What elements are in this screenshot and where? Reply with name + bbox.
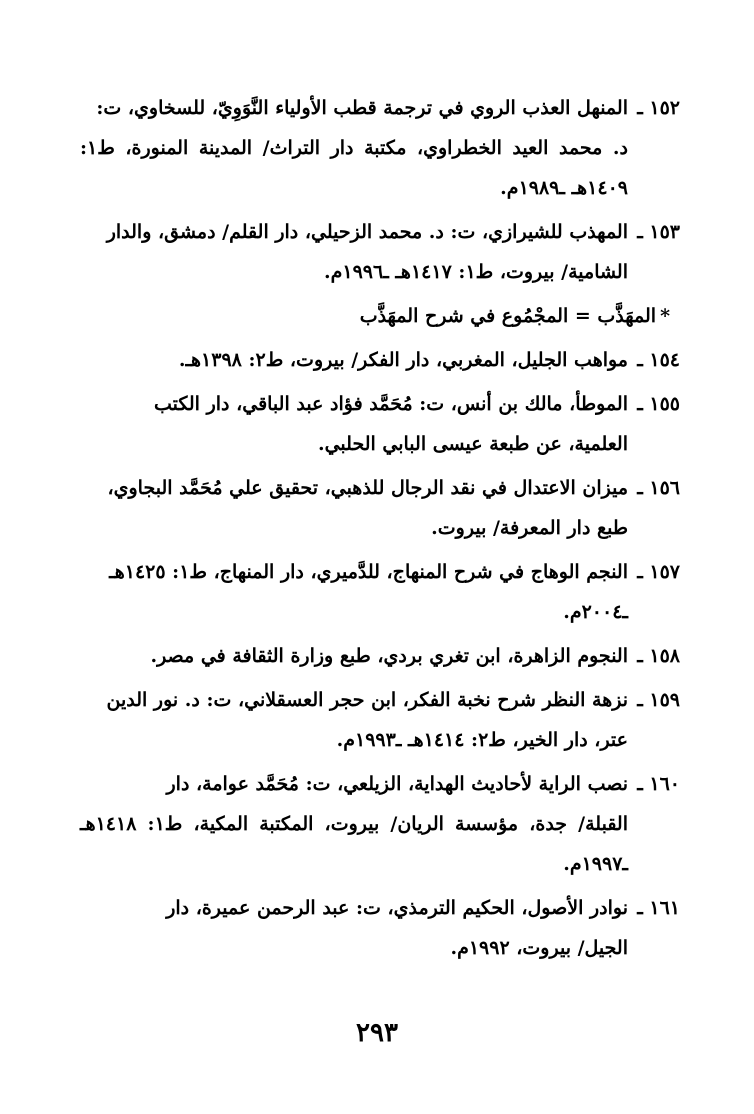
entry-text: الموطأ، مالك بن أنس، ت: مُحَمَّد فؤاد عبد الباقي، دار الكتب <box>154 393 628 415</box>
entry-first-line <box>80 384 670 424</box>
bibliography-entry-156 <box>80 468 680 548</box>
note-text: المهَذَّب = المجْمُوع في شرح المهَذَّب <box>359 305 657 327</box>
bibliography-entry-154 <box>80 340 680 380</box>
entry-text: نصب الراية لأحاديث الهداية، الزيلعي، ت: مُحَمَّد عوامة، دار <box>166 773 628 795</box>
bibliography-list <box>80 88 680 972</box>
bibliography-entry-152 <box>80 88 680 208</box>
entry-text: النجوم الزاهرة، ابن تغري بردي، طبع وزارة الثقافة في مصر. <box>150 645 628 667</box>
bibliography-entry-160 <box>80 764 680 884</box>
entry-number: ١٥٨ ـ <box>637 645 680 667</box>
entry-number: ١٥٣ ـ <box>637 221 680 243</box>
entry-text: النجم الوهاج في شرح المنهاج، للدَّميري، دار المنهاج، ط١: ١٤٢٥هـ <box>109 561 628 583</box>
bibliography-entry-161 <box>80 888 680 968</box>
entry-first-line <box>80 680 670 720</box>
entry-first-line <box>80 88 670 128</box>
page-number: ٢٩٣ <box>356 1018 398 1048</box>
entry-continuation: د. محمد العيد الخطراوي، مكتبة دار التراث/ المدينة المنورة، ط١: ١٤٠٩هـ ـ١٩٨٩م. <box>80 137 628 199</box>
entry-first-line <box>80 340 670 380</box>
entry-text: نزهة النظر شرح نخبة الفكر، ابن حجر العسقلاني، ت: د. نور الدين <box>106 689 628 711</box>
entry-continuation: العلمية، عن طبعة عيسى البابي الحلبي. <box>317 433 628 455</box>
entry-number: ١٦١ ـ <box>637 897 680 919</box>
entry-number: ١٥٦ ـ <box>637 477 680 499</box>
entry-number: ١٥٢ ـ <box>637 97 680 119</box>
entry-continuation: طبع دار المعرفة/ بيروت. <box>431 517 628 539</box>
entry-text: ميزان الاعتدال في نقد الرجال للذهبي، تحقيق علي مُحَمَّد البجاوي، <box>107 477 628 499</box>
entry-text: مواهب الجليل، المغربي، دار الفكر/ بيروت، ط٢: ١٣٩٨هـ. <box>178 349 628 371</box>
bibliography-entry-157 <box>80 552 680 632</box>
entry-continuation: الجيل/ بيروت، ١٩٩٢م. <box>450 937 628 959</box>
entry-continuation: الشامية/ بيروت، ط١: ١٤١٧هـ ـ١٩٩٦م. <box>323 261 628 283</box>
entry-text: المهذب للشيرازي، ت: د. محمد الزحيلي، دار القلم/ دمشق، والدار <box>106 221 628 243</box>
entry-first-line <box>80 636 670 676</box>
entry-text: نوادر الأصول، الحكيم الترمذي، ت: عبد الرحمن عميرة، دار <box>166 897 628 919</box>
entry-continuation: القبلة/ جدة، مؤسسة الريان/ بيروت، المكتبة المكية، ط١: ١٤١٨هـ ـ١٩٩٧م. <box>80 813 628 875</box>
note-asterisk: * <box>660 305 670 327</box>
entry-number: ١٥٥ ـ <box>637 393 680 415</box>
entry-number: ١٥٤ ـ <box>637 349 680 371</box>
entry-text: المنهل العذب الروي في ترجمة قطب الأولياء النَّوَوِيّ، للسخاوي، ت: <box>96 97 628 119</box>
cross-reference-note <box>80 296 670 336</box>
entry-first-line <box>80 552 670 592</box>
entry-first-line <box>80 468 670 508</box>
bibliography-entry-153 <box>80 212 680 292</box>
bibliography-entry-159 <box>80 680 680 760</box>
bibliography-entry-155 <box>80 384 680 464</box>
entry-first-line <box>80 764 670 804</box>
entry-first-line <box>80 212 670 252</box>
bibliography-entry-158 <box>80 636 680 676</box>
entry-continuation: ـ٢٠٠٤م. <box>563 601 628 623</box>
entry-first-line <box>80 888 670 928</box>
entry-number: ١٥٧ ـ <box>637 561 680 583</box>
entry-number: ١٥٩ ـ <box>637 689 680 711</box>
entry-number: ١٦٠ ـ <box>637 773 680 795</box>
entry-continuation: عتر، دار الخير، ط٢: ١٤١٤هـ ـ١٩٩٣م. <box>336 729 628 751</box>
